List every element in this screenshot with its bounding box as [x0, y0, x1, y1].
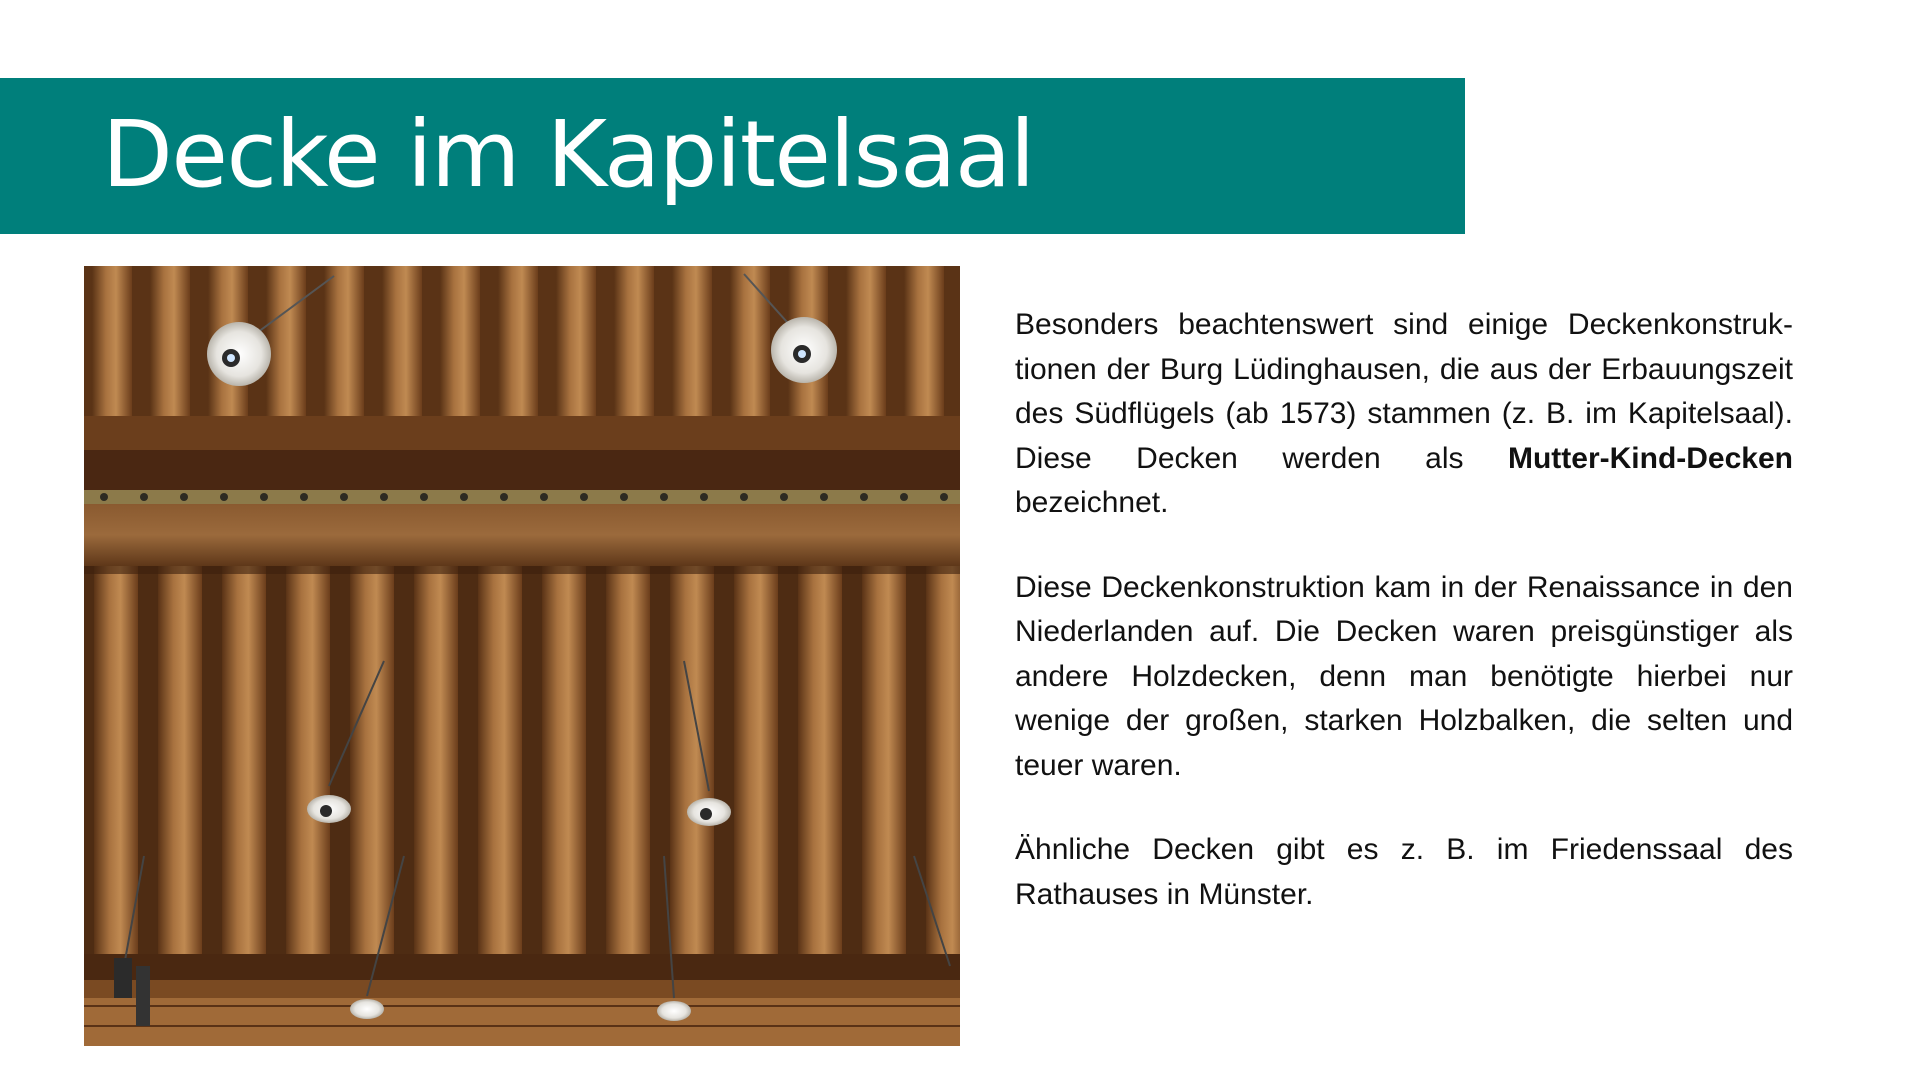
title-bar	[0, 78, 1465, 234]
slide-title: Decke im Kapitelsaal	[102, 101, 1034, 208]
ceiling-photo-drawing	[84, 266, 960, 1046]
mutter-kind-decken-term: Mutter-Kind-Decken	[1507, 441, 1793, 475]
paragraph-1-start: Besonders beachtenswert sind einige Deckenkonstruk-tionen der Burg Lüdinghausen, die aus der Erbauungszeit des Südflügels (ab 1573) stammen (z. B. im Kapitelsaal). Diese Decken werden als	[1015, 308, 1793, 475]
paragraph-1	[1015, 303, 1793, 526]
body-text	[1015, 303, 1793, 917]
paragraph-2: Diese Deckenkonstruktion kam in der Renaissance in den Niederlanden auf. Die Decken waren preisgünstiger als andere Holzdecken, denn man benötigte hierbei nur wenige der großen, starken Holzbalken, die selten und teuer waren.	[1015, 570, 1793, 782]
ceiling-photo	[84, 266, 960, 1046]
paragraph-3: Ähnliche Decken gibt es z. B. im Friedenssaal des Rathauses in Münster.	[1015, 833, 1793, 911]
paragraph-1-end: bezeichnet.	[1015, 486, 1169, 519]
